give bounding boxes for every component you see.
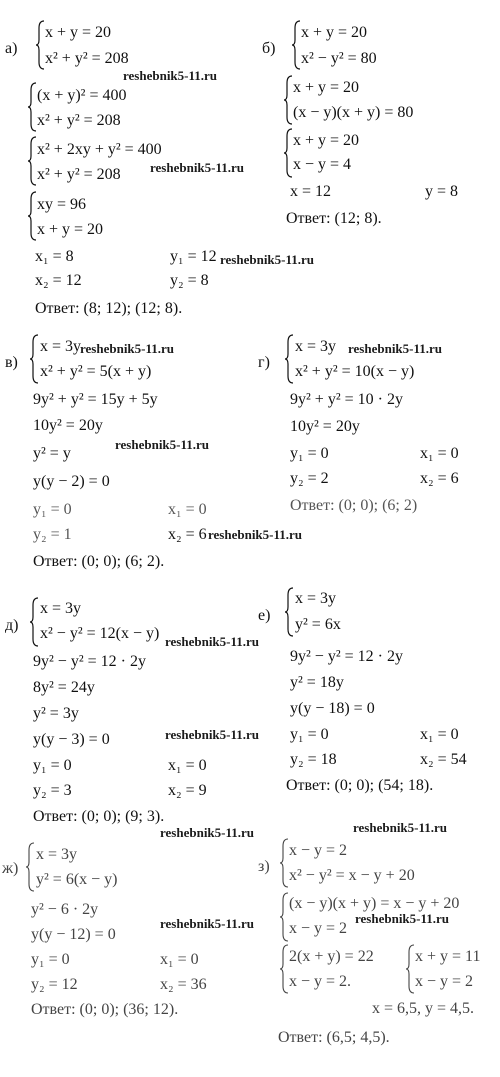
d-line-1: x = 3y: [40, 600, 82, 617]
b-line-1: x + y = 20: [301, 24, 368, 41]
d-line-3: 9y² − y² = 12 · 2y: [33, 653, 146, 670]
label-e: е): [258, 607, 271, 624]
e-line-7: x₁ = 0: [420, 726, 459, 743]
a-line-2: x² + y² = 208: [45, 50, 129, 67]
e-line-2: y² = 6x: [295, 616, 341, 633]
g-line-8: x₂ = 6: [420, 470, 459, 487]
g-line-2: x² + y² = 10(x − y): [295, 363, 415, 380]
b-line-3: x + y = 20: [293, 79, 360, 96]
d-line-7: y₁ = 0: [33, 757, 72, 774]
label-d: д): [5, 617, 19, 634]
watermark: reshebnik5-11.ru: [115, 437, 210, 452]
watermark: reshebnik5-11.ru: [123, 68, 218, 83]
g-line-5: y₁ = 0: [290, 445, 329, 462]
v-line-1: x = 3y: [40, 338, 82, 355]
d-line-5: y² = 3y: [33, 705, 79, 722]
a-line-7: xy = 96: [37, 196, 87, 213]
watermark: reshebnik5-11.ru: [160, 825, 255, 840]
g-line-1: x = 3y: [295, 338, 337, 355]
g-answer: Ответ: (0; 0); (6; 2): [290, 497, 418, 514]
watermark: reshebnik5-11.ru: [160, 916, 255, 931]
b-answer: Ответ: (12; 8).: [286, 210, 382, 227]
v-line-2: x² + y² = 5(x + y): [40, 363, 152, 380]
label-z: з): [258, 858, 270, 875]
a-line-11: x₂ = 12: [35, 272, 82, 289]
zh-line-8: x₂ = 36: [160, 976, 207, 993]
zh-line-5: y₁ = 0: [31, 951, 70, 968]
v-line-4: 10y² = 20y: [33, 417, 103, 434]
e-line-4: y² = 18y: [290, 674, 344, 691]
e-line-5: y(y − 18) = 0: [290, 700, 375, 717]
zh-line-3: y² − 6 · 2y: [31, 901, 99, 918]
watermark: reshebnik5-11.ru: [208, 527, 303, 542]
a-line-10: y₁ = 12: [170, 248, 217, 265]
watermark: reshebnik5-11.ru: [353, 820, 448, 835]
label-b: б): [262, 40, 276, 57]
zh-line-4: y(y − 12) = 0: [31, 926, 116, 943]
z-answer: Ответ: (6,5; 4,5).: [278, 1029, 390, 1046]
z-line-7: x + y = 11: [415, 948, 481, 965]
brace-g: [285, 334, 295, 384]
z-line-2: x² − y² = x − y + 20: [289, 867, 415, 884]
e-line-9: x₂ = 54: [420, 751, 467, 768]
watermark: reshebnik5-11.ru: [150, 160, 245, 175]
z-line-1: x − y = 2: [289, 842, 348, 859]
a-line-8: x + y = 20: [37, 221, 104, 238]
b-line-8: y = 8: [425, 183, 459, 200]
brace-d: [30, 597, 40, 647]
watermark: reshebnik5-11.ru: [165, 634, 260, 649]
watermark: reshebnik5-11.ru: [348, 341, 443, 356]
a-line-12: y₂ = 8: [170, 272, 209, 289]
z-line-6: x − y = 2.: [289, 973, 352, 990]
b-line-7: x = 12: [290, 183, 332, 200]
brace-zh: [26, 842, 36, 892]
a-answer: Ответ: (8; 12); (12; 8).: [35, 300, 183, 317]
e-line-6: y₁ = 0: [290, 726, 329, 743]
label-a: а): [5, 40, 18, 57]
b-line-4: (x − y)(x + y) = 80: [293, 104, 414, 121]
e-answer: Ответ: (0; 0); (54; 18).: [286, 777, 434, 794]
label-g: г): [258, 354, 270, 371]
z-line-3: (x − y)(x + y) = x − y + 20: [289, 895, 460, 912]
v-answer: Ответ: (0; 0); (6; 2).: [33, 553, 165, 570]
d-line-10: x₂ = 9: [168, 782, 207, 799]
a-line-9: x₁ = 8: [35, 248, 74, 265]
g-line-7: y₂ = 2: [290, 470, 329, 487]
b-line-6: x − y = 4: [293, 156, 352, 173]
d-line-2: x² − y² = 12(x − y): [40, 625, 160, 642]
label-zh: ж): [2, 860, 19, 877]
v-line-8: x₁ = 0: [168, 501, 207, 518]
watermark: reshebnik5-11.ru: [165, 727, 260, 742]
z-line-4: x − y = 2: [289, 920, 348, 937]
d-line-6: y(y − 3) = 0: [33, 731, 110, 748]
zh-answer: Ответ: (0; 0); (36; 12).: [31, 1001, 179, 1018]
watermark: reshebnik5-11.ru: [355, 911, 450, 926]
brace-e: [285, 587, 295, 637]
label-v: в): [5, 354, 18, 371]
g-line-6: x₁ = 0: [420, 445, 459, 462]
zh-line-6: x₁ = 0: [160, 951, 199, 968]
brace-v: [30, 334, 40, 384]
v-line-6: y(y − 2) = 0: [33, 473, 110, 490]
z-line-5: 2(x + y) = 22: [289, 948, 374, 965]
b-line-2: x² − y² = 80: [301, 50, 377, 67]
b-line-5: x + y = 20: [293, 132, 360, 149]
v-line-9: y₂ = 1: [33, 526, 72, 543]
g-line-3: 9y² + y² = 10 · 2y: [290, 391, 403, 408]
d-line-9: y₂ = 3: [33, 782, 72, 799]
v-line-10: x₂ = 6: [168, 526, 207, 543]
zh-line-2: y² = 6(x − y): [36, 871, 118, 888]
e-line-8: y₂ = 18: [290, 751, 337, 768]
a-line-4: x² + y² = 208: [37, 112, 121, 129]
e-line-1: x = 3y: [295, 590, 337, 607]
watermark: reshebnik5-11.ru: [220, 252, 315, 267]
a-line-5: x² + 2xy + y² = 400: [37, 141, 162, 158]
d-line-4: 8y² = 24y: [33, 679, 95, 696]
zh-line-7: y₂ = 12: [31, 976, 78, 993]
a-line-3: (x + y)² = 400: [37, 87, 127, 104]
v-line-5: y² = y: [33, 445, 71, 462]
d-answer: Ответ: (0; 0); (9; 3).: [33, 808, 165, 825]
e-line-3: 9y² − y² = 12 · 2y: [290, 648, 403, 665]
z-line-9: x = 6,5, y = 4,5.: [372, 1000, 475, 1017]
a-line-6: x² + y² = 208: [37, 166, 121, 183]
zh-line-1: x = 3y: [36, 846, 78, 863]
z-line-8: x − y = 2: [415, 973, 474, 990]
a-line-1: x + y = 20: [45, 24, 112, 41]
v-line-3: 9y² + y² = 15y + 5y: [33, 391, 158, 408]
g-line-4: 10y² = 20y: [290, 418, 360, 435]
watermark: reshebnik5-11.ru: [80, 341, 175, 356]
d-line-8: x₁ = 0: [168, 757, 207, 774]
v-line-7: y₁ = 0: [33, 501, 72, 518]
